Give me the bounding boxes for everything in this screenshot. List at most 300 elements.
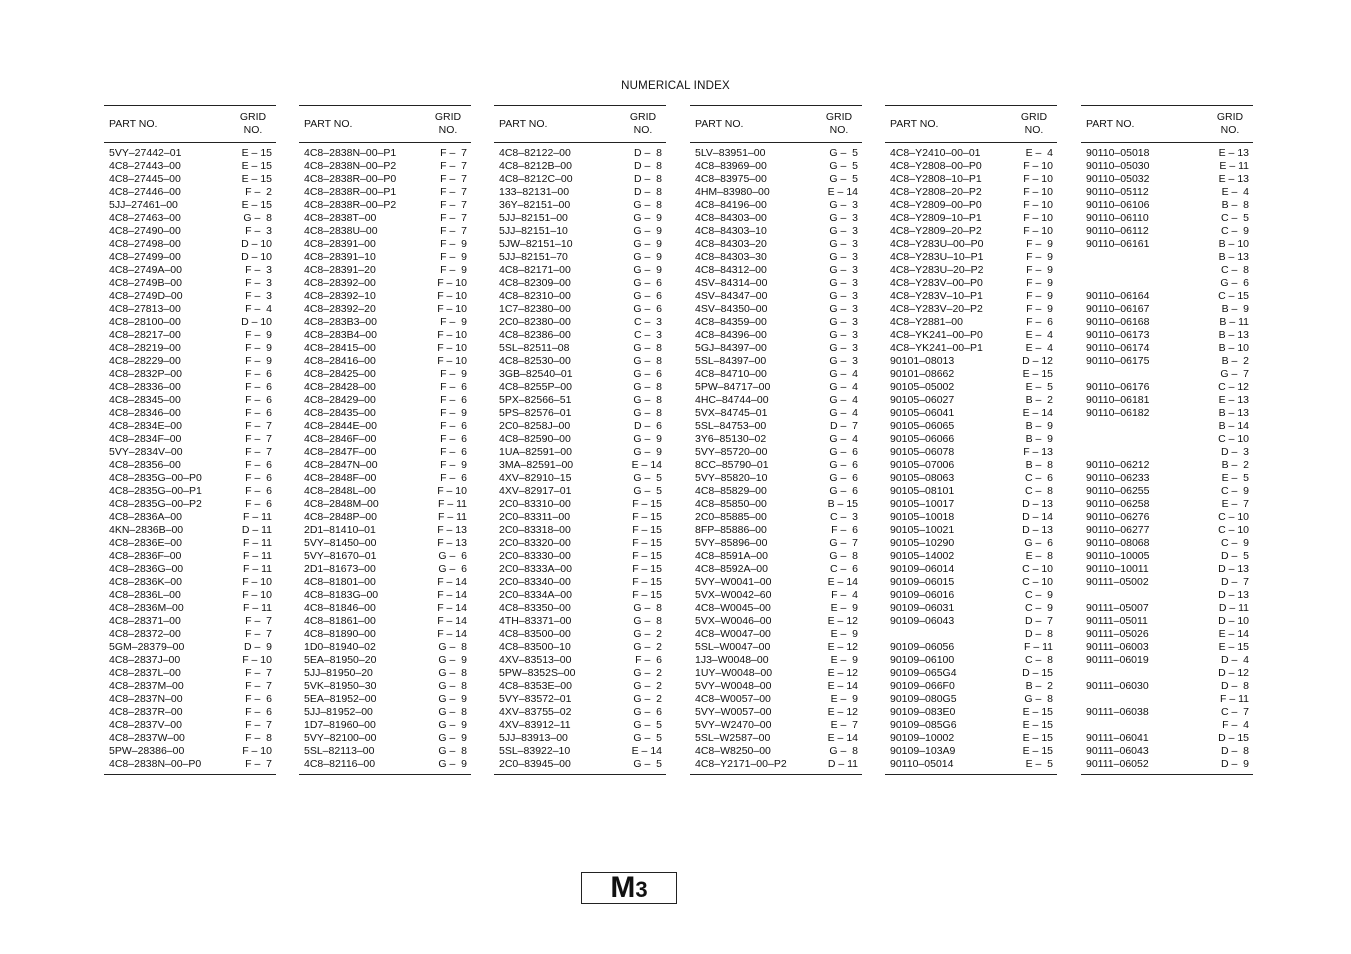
grid-number: D – 15 bbox=[1022, 667, 1053, 679]
index-column bbox=[104, 105, 276, 775]
part-number: 4C8–2837L–00 bbox=[109, 667, 181, 679]
table-row bbox=[1081, 524, 1253, 537]
grid-number: F – 6 bbox=[245, 706, 272, 718]
grid-no-header bbox=[620, 111, 666, 137]
part-number: 4C8–28229–00 bbox=[109, 355, 181, 367]
table-row bbox=[299, 615, 471, 628]
grid-number: F – 6 bbox=[1026, 316, 1053, 328]
grid-number: G – 9 bbox=[633, 264, 662, 276]
grid-number: G – 9 bbox=[633, 433, 662, 445]
grid-number: G – 5 bbox=[829, 173, 858, 185]
table-row bbox=[885, 316, 1057, 329]
table-row bbox=[104, 186, 276, 199]
part-number: 4C8–27813–00 bbox=[109, 303, 181, 315]
table-row bbox=[494, 199, 666, 212]
part-number: 5GJ–84397–00 bbox=[695, 342, 767, 354]
table-row bbox=[885, 199, 1057, 212]
table-row bbox=[690, 732, 862, 745]
part-number: 2C0–83311–00 bbox=[499, 511, 571, 523]
part-number bbox=[1081, 368, 1195, 381]
grid-number: F – 9 bbox=[1026, 277, 1053, 289]
table-row bbox=[299, 524, 471, 537]
part-number: 4C8–Y2410–00–01 bbox=[890, 147, 981, 159]
part-number: 90110–06182 bbox=[1086, 407, 1150, 419]
table-row bbox=[494, 485, 666, 498]
table-row bbox=[104, 160, 276, 173]
part-number: 4C8–81846–00 bbox=[304, 602, 376, 614]
table-row bbox=[1081, 628, 1253, 641]
grid-number: F – 9 bbox=[440, 459, 467, 471]
table-row bbox=[104, 472, 276, 485]
table-row bbox=[885, 550, 1057, 563]
table-row bbox=[104, 615, 276, 628]
table-row bbox=[299, 199, 471, 212]
part-number: 4C8–82530–00 bbox=[499, 355, 571, 367]
table-row bbox=[1081, 368, 1253, 381]
part-number: 4C8–83500–10 bbox=[499, 641, 571, 653]
grid-header-line2: NO. bbox=[633, 124, 653, 136]
grid-number: E – 12 bbox=[827, 667, 858, 679]
grid-number: F – 6 bbox=[245, 693, 272, 705]
grid-number: E – 14 bbox=[827, 680, 858, 692]
table-row bbox=[690, 719, 862, 732]
table-row bbox=[1081, 303, 1253, 316]
grid-number: E – 5 bbox=[1025, 381, 1053, 393]
grid-number: F – 10 bbox=[1023, 199, 1053, 211]
part-number: 4C8–28219–00 bbox=[109, 342, 181, 354]
part-number: 4TH–83371–00 bbox=[499, 615, 572, 627]
part-number: 5JJ–82151–00 bbox=[499, 212, 568, 224]
grid-number: B – 9 bbox=[1025, 433, 1053, 445]
table-row bbox=[494, 472, 666, 485]
table-row bbox=[494, 589, 666, 602]
grid-number: B – 9 bbox=[1221, 303, 1249, 315]
part-number: 4C8–84396–00 bbox=[695, 329, 767, 341]
grid-number: E – 5 bbox=[1025, 758, 1053, 770]
table-row bbox=[1081, 732, 1253, 745]
table-row bbox=[104, 563, 276, 576]
table-row bbox=[1081, 498, 1253, 511]
table-row bbox=[494, 693, 666, 706]
table-row bbox=[885, 459, 1057, 472]
part-number: 4C8–82171–00 bbox=[499, 264, 571, 276]
grid-number: D – 13 bbox=[1218, 563, 1249, 575]
table-row bbox=[104, 316, 276, 329]
grid-number: F – 6 bbox=[831, 524, 858, 536]
table-row bbox=[690, 641, 862, 654]
grid-number: F – 10 bbox=[437, 485, 467, 497]
grid-number: G – 4 bbox=[829, 368, 858, 380]
table-row bbox=[690, 485, 862, 498]
part-no-header: PART NO. bbox=[1086, 118, 1135, 130]
part-number: 4C8–Y2808–10–P1 bbox=[890, 173, 982, 185]
part-number: 90111–06052 bbox=[1086, 758, 1149, 770]
part-number: 4C8–W8250–00 bbox=[695, 745, 771, 757]
grid-number: F – 9 bbox=[440, 368, 467, 380]
part-number: 4XV–83513–00 bbox=[499, 654, 572, 666]
grid-header-line1: GRID bbox=[825, 111, 853, 123]
grid-number: F – 6 bbox=[245, 394, 272, 406]
table-row bbox=[690, 264, 862, 277]
table-row bbox=[885, 667, 1057, 680]
grid-number: G – 6 bbox=[633, 277, 662, 289]
table-row bbox=[1081, 589, 1253, 602]
table-row bbox=[494, 381, 666, 394]
grid-number: F – 11 bbox=[243, 550, 272, 562]
grid-number: G – 5 bbox=[633, 472, 662, 484]
grid-number: F – 9 bbox=[440, 407, 467, 419]
grid-number: G – 9 bbox=[438, 758, 467, 770]
grid-number: F – 3 bbox=[245, 277, 272, 289]
table-row bbox=[885, 238, 1057, 251]
part-number: 4C8–84303–20 bbox=[695, 238, 767, 250]
part-number: 4C8–2838U–00 bbox=[304, 225, 378, 237]
part-number: 90105–10017 bbox=[890, 498, 955, 510]
grid-number: G – 7 bbox=[1220, 368, 1249, 380]
table-row bbox=[299, 147, 471, 160]
table-row bbox=[885, 732, 1057, 745]
part-number: 4C8–2835G–00–P0 bbox=[109, 472, 202, 484]
table-row bbox=[494, 316, 666, 329]
table-row bbox=[494, 511, 666, 524]
part-number: 90111–06038 bbox=[1086, 706, 1149, 718]
part-number: 5JJ–83913–00 bbox=[499, 732, 568, 744]
table-row bbox=[885, 420, 1057, 433]
part-number: 90109–06014 bbox=[890, 563, 955, 575]
part-number: 4C8–8212C–00 bbox=[499, 173, 573, 185]
part-number: 4C8–85850–00 bbox=[695, 498, 767, 510]
table-row bbox=[494, 355, 666, 368]
part-number: 4C8–85829–00 bbox=[695, 485, 767, 497]
table-row bbox=[1081, 394, 1253, 407]
table-row bbox=[299, 550, 471, 563]
grid-number: F – 7 bbox=[245, 667, 272, 679]
grid-number: F – 6 bbox=[245, 368, 272, 380]
table-row bbox=[104, 342, 276, 355]
grid-number: F – 15 bbox=[632, 511, 662, 523]
grid-number: E – 5 bbox=[1221, 472, 1249, 484]
table-row bbox=[104, 199, 276, 212]
grid-number: D – 8 bbox=[633, 186, 662, 198]
grid-header-line1: GRID bbox=[239, 111, 267, 123]
part-number bbox=[1081, 277, 1195, 290]
part-number: 2D1–81410–01 bbox=[304, 524, 376, 536]
grid-number: F – 7 bbox=[245, 680, 272, 692]
part-number: 4C8–YK241–00–P1 bbox=[890, 342, 983, 354]
grid-number: D – 12 bbox=[1022, 355, 1053, 367]
grid-number: C – 3 bbox=[829, 511, 858, 523]
table-row bbox=[690, 472, 862, 485]
part-number: 4C8–2838N–00–P2 bbox=[304, 160, 397, 172]
part-number: 90110–08068 bbox=[1086, 537, 1150, 549]
grid-number: E – 13 bbox=[1218, 147, 1249, 159]
table-row bbox=[494, 394, 666, 407]
part-number: 5VY–83572–01 bbox=[499, 693, 572, 705]
column-rows bbox=[1081, 143, 1253, 771]
page-title: NUMERICAL INDEX bbox=[621, 80, 730, 92]
grid-number: B – 9 bbox=[1025, 420, 1053, 432]
part-number: 90111–05011 bbox=[1086, 615, 1148, 627]
grid-number: D – 8 bbox=[633, 173, 662, 185]
table-row bbox=[1081, 238, 1253, 251]
part-number: 4C8–83975–00 bbox=[695, 173, 767, 185]
column-rows bbox=[299, 143, 471, 771]
table-row bbox=[299, 667, 471, 680]
table-row bbox=[885, 511, 1057, 524]
table-row bbox=[494, 459, 666, 472]
part-number: 90105–14002 bbox=[890, 550, 955, 562]
table-row bbox=[885, 160, 1057, 173]
part-number: 4C8–83969–00 bbox=[695, 160, 767, 172]
column-bottom-rule bbox=[104, 774, 276, 775]
table-row bbox=[104, 719, 276, 732]
part-number: 5JJ–27461–00 bbox=[109, 199, 178, 211]
part-number: 4C8–28372–00 bbox=[109, 628, 181, 640]
grid-number: F – 11 bbox=[243, 511, 272, 523]
table-row bbox=[885, 602, 1057, 615]
grid-number: G – 6 bbox=[438, 550, 467, 562]
grid-number: F – 3 bbox=[245, 225, 272, 237]
index-column bbox=[299, 105, 471, 775]
table-row bbox=[690, 186, 862, 199]
table-row bbox=[494, 277, 666, 290]
column-header bbox=[104, 105, 276, 143]
table-row bbox=[690, 420, 862, 433]
table-row bbox=[494, 433, 666, 446]
table-row bbox=[299, 212, 471, 225]
part-number: 4C8–2834E–00 bbox=[109, 420, 182, 432]
grid-number: F – 9 bbox=[440, 251, 467, 263]
part-number: 4KN–2836B–00 bbox=[109, 524, 184, 536]
grid-number: G – 6 bbox=[829, 459, 858, 471]
table-row bbox=[494, 719, 666, 732]
grid-number: F – 10 bbox=[242, 576, 272, 588]
column-bottom-rule bbox=[1081, 774, 1253, 775]
grid-number: G – 8 bbox=[438, 667, 467, 679]
grid-number: F – 15 bbox=[632, 550, 662, 562]
part-number: 4C8–2836F–00 bbox=[109, 550, 182, 562]
grid-number: G – 8 bbox=[633, 381, 662, 393]
part-number: 5VY–82100–00 bbox=[304, 732, 377, 744]
grid-number: G – 3 bbox=[829, 303, 858, 315]
grid-number: B – 2 bbox=[1221, 459, 1249, 471]
table-row bbox=[690, 290, 862, 303]
grid-number: F – 7 bbox=[440, 173, 467, 185]
grid-number: F – 7 bbox=[440, 160, 467, 172]
part-number: 90110–06176 bbox=[1086, 381, 1150, 393]
table-row bbox=[1081, 433, 1253, 446]
grid-number: F – 11 bbox=[1220, 693, 1249, 705]
table-row bbox=[690, 368, 862, 381]
table-row bbox=[1081, 420, 1253, 433]
table-row bbox=[299, 329, 471, 342]
grid-number: F – 10 bbox=[437, 277, 467, 289]
table-row bbox=[1081, 459, 1253, 472]
part-number: 4C8–2836G–00 bbox=[109, 563, 184, 575]
part-number: 90110–06110 bbox=[1086, 212, 1149, 224]
part-number: 90109–103A9 bbox=[890, 745, 956, 757]
grid-number: D – 5 bbox=[1220, 550, 1249, 562]
part-number: 4C8–81861–00 bbox=[304, 615, 376, 627]
table-row bbox=[885, 563, 1057, 576]
grid-header-line2: NO. bbox=[829, 124, 849, 136]
grid-header-line1: GRID bbox=[1020, 111, 1048, 123]
table-row bbox=[104, 524, 276, 537]
table-row bbox=[1081, 160, 1253, 173]
grid-number: G – 6 bbox=[829, 485, 858, 497]
grid-number: D – 11 bbox=[827, 758, 858, 770]
grid-number: F – 11 bbox=[243, 563, 272, 575]
grid-number: E – 15 bbox=[241, 173, 272, 185]
table-row bbox=[299, 420, 471, 433]
grid-number: G – 5 bbox=[829, 147, 858, 159]
grid-number: F – 10 bbox=[242, 745, 272, 757]
part-number: 4C8–Y283V–10–P1 bbox=[890, 290, 983, 302]
grid-number: G – 9 bbox=[438, 654, 467, 666]
table-row bbox=[1081, 576, 1253, 589]
grid-number: D – 11 bbox=[241, 524, 272, 536]
table-row bbox=[299, 719, 471, 732]
part-number: 90105–06066 bbox=[890, 433, 955, 445]
grid-number: G – 9 bbox=[633, 212, 662, 224]
grid-header-line1: GRID bbox=[434, 111, 462, 123]
part-number: 4C8–27463–00 bbox=[109, 212, 181, 224]
part-number: 4C8–82590–00 bbox=[499, 433, 571, 445]
grid-number: E – 15 bbox=[1022, 368, 1053, 380]
grid-number: G – 9 bbox=[633, 251, 662, 263]
table-row bbox=[104, 641, 276, 654]
part-number: 4C8–28100–00 bbox=[109, 316, 181, 328]
part-number bbox=[1081, 251, 1195, 264]
grid-number: G – 8 bbox=[633, 602, 662, 614]
table-row bbox=[104, 732, 276, 745]
part-number: 4C8–84303–30 bbox=[695, 251, 767, 263]
table-row bbox=[104, 758, 276, 771]
grid-number: F – 7 bbox=[440, 147, 467, 159]
table-row bbox=[690, 407, 862, 420]
grid-number: G – 5 bbox=[633, 758, 662, 770]
grid-number: E – 15 bbox=[241, 199, 272, 211]
table-row bbox=[690, 446, 862, 459]
part-number: 5VY–81450–00 bbox=[304, 537, 377, 549]
part-number: 5SL–W0047–00 bbox=[695, 641, 771, 653]
grid-number: F – 7 bbox=[245, 446, 272, 458]
table-row bbox=[299, 342, 471, 355]
table-row bbox=[104, 329, 276, 342]
grid-number: E – 11 bbox=[1219, 160, 1249, 172]
table-row bbox=[690, 550, 862, 563]
grid-number: F – 4 bbox=[831, 589, 858, 601]
grid-number: G – 3 bbox=[829, 277, 858, 289]
part-number: 90110–05018 bbox=[1086, 147, 1150, 159]
table-row bbox=[494, 251, 666, 264]
grid-number: B – 11 bbox=[1219, 316, 1249, 328]
part-number: 4C8–2837N–00 bbox=[109, 693, 183, 705]
part-number: 2C0–8334A–00 bbox=[499, 589, 572, 601]
grid-number: G – 6 bbox=[1220, 277, 1249, 289]
part-number: 90111–06003 bbox=[1086, 641, 1149, 653]
grid-header-line2: NO. bbox=[243, 124, 263, 136]
grid-number: D – 11 bbox=[1218, 602, 1249, 614]
grid-number: F – 7 bbox=[245, 433, 272, 445]
part-number: 4C8–28429–00 bbox=[304, 394, 376, 406]
grid-number: F – 15 bbox=[632, 563, 662, 575]
part-number: 4C8–2847F–00 bbox=[304, 446, 377, 458]
part-number: 4C8–28391–20 bbox=[304, 264, 376, 276]
table-row bbox=[494, 446, 666, 459]
grid-number: G – 3 bbox=[829, 329, 858, 341]
part-no-header: PART NO. bbox=[695, 118, 744, 130]
grid-header-line1: GRID bbox=[1216, 111, 1244, 123]
part-number: 2C0–83318–00 bbox=[499, 524, 571, 536]
page-number-box bbox=[581, 872, 677, 904]
table-row bbox=[104, 277, 276, 290]
grid-number: F – 11 bbox=[438, 511, 467, 523]
part-number: 2C0–85885–00 bbox=[695, 511, 767, 523]
part-number: 5SL–W2587–00 bbox=[695, 732, 771, 744]
grid-number: C – 7 bbox=[1220, 706, 1249, 718]
table-row bbox=[1081, 290, 1253, 303]
part-number bbox=[1081, 693, 1195, 706]
part-number: 4C8–W0047–00 bbox=[695, 628, 771, 640]
table-row bbox=[690, 277, 862, 290]
grid-number: C – 9 bbox=[1024, 589, 1053, 601]
table-row bbox=[299, 186, 471, 199]
grid-number: G – 3 bbox=[829, 264, 858, 276]
table-row bbox=[1081, 680, 1253, 693]
grid-number: E – 9 bbox=[830, 654, 858, 666]
grid-number: F – 10 bbox=[437, 329, 467, 341]
table-row bbox=[494, 615, 666, 628]
table-row bbox=[494, 641, 666, 654]
grid-number: G – 8 bbox=[633, 615, 662, 627]
table-row bbox=[690, 680, 862, 693]
part-number: 4C8–28425–00 bbox=[304, 368, 376, 380]
grid-number: G – 8 bbox=[633, 199, 662, 211]
grid-number: F – 9 bbox=[1026, 290, 1053, 302]
table-row bbox=[494, 758, 666, 771]
grid-number: F – 2 bbox=[245, 186, 272, 198]
grid-number: G – 6 bbox=[829, 446, 858, 458]
part-number: 4C8–28428–00 bbox=[304, 381, 376, 393]
table-row bbox=[1081, 199, 1253, 212]
table-row bbox=[494, 667, 666, 680]
table-row bbox=[494, 524, 666, 537]
grid-number: G – 4 bbox=[829, 381, 858, 393]
grid-header-line1: GRID bbox=[629, 111, 657, 123]
part-number: 2C0–8258J–00 bbox=[499, 420, 571, 432]
table-row bbox=[494, 628, 666, 641]
table-row bbox=[690, 355, 862, 368]
grid-number: F – 14 bbox=[437, 576, 467, 588]
grid-number: F – 15 bbox=[632, 524, 662, 536]
part-number: 90109–06100 bbox=[890, 654, 955, 666]
grid-number: G – 3 bbox=[829, 238, 858, 250]
table-row bbox=[104, 446, 276, 459]
part-number: 4C8–W0057–00 bbox=[695, 693, 771, 705]
grid-number: F – 6 bbox=[440, 472, 467, 484]
grid-number: F – 9 bbox=[245, 355, 272, 367]
table-row bbox=[1081, 693, 1253, 706]
grid-number: G – 8 bbox=[243, 212, 272, 224]
part-number: 4C8–Y2881–00 bbox=[890, 316, 963, 328]
table-row bbox=[1081, 706, 1253, 719]
grid-number: E – 15 bbox=[1022, 706, 1053, 718]
grid-number: E – 15 bbox=[1022, 719, 1053, 731]
part-no-header: PART NO. bbox=[499, 118, 548, 130]
table-row bbox=[690, 654, 862, 667]
table-row bbox=[885, 524, 1057, 537]
